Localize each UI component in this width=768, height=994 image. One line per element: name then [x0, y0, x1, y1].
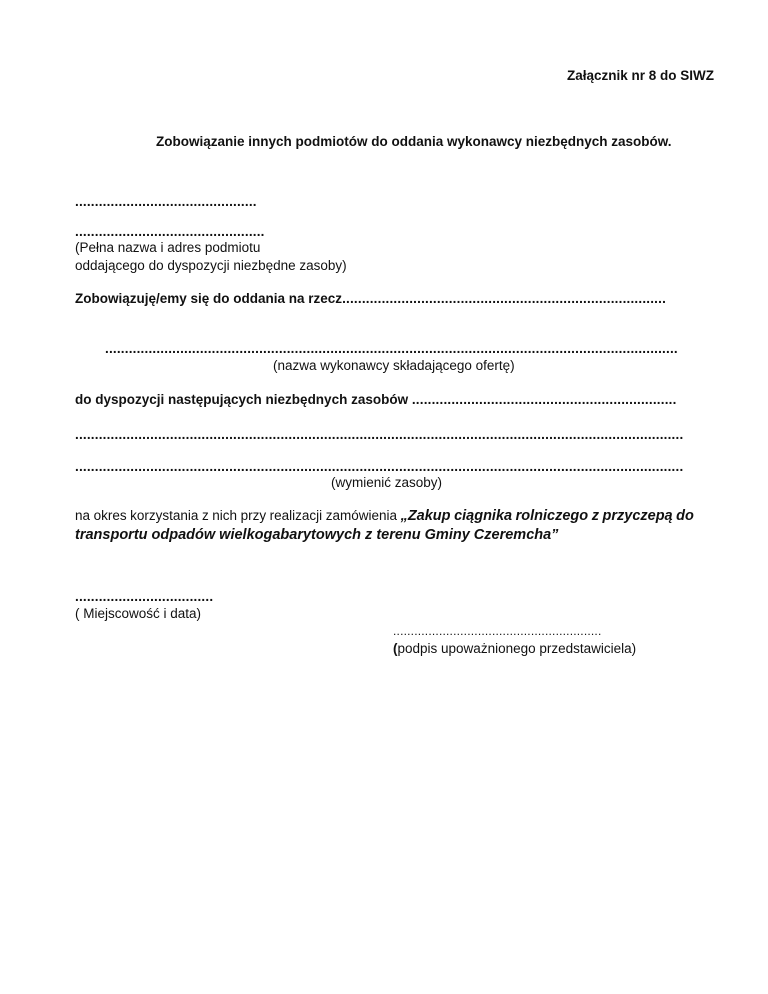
signature-caption: [393, 642, 636, 656]
entity-dots-line-2: ................................................: [75, 224, 265, 239]
period-word: zamówienia: [325, 508, 398, 523]
order-title-word: do: [676, 508, 694, 524]
signature-caption-text: podpis upoważnionego przedstawiciela): [397, 641, 637, 656]
document-title: Zobowiązanie innych podmiotów do oddania wykonawcy niezbędnych zasobów.: [156, 134, 672, 149]
commitment-dots: ..................................................................................: [342, 291, 667, 306]
order-title-word: rolniczego: [515, 508, 589, 524]
period-word: realizacji: [269, 508, 323, 523]
contractor-dots: .................................................................................................................................................: [105, 341, 678, 356]
resources-caption: (wymienić zasoby): [331, 475, 443, 490]
entity-caption-line-2: oddającego do dyspozycji niezbędne zasoby): [75, 258, 347, 273]
commitment-line: [75, 292, 666, 306]
resources-text: do dyspozycji następujących niezbędnych zasobów: [75, 392, 409, 407]
resources-dots-line-2: ..........................................................................................................................................................: [75, 459, 684, 474]
resources-line: [75, 393, 677, 407]
order-title-word: przyczepą: [602, 508, 673, 524]
entity-caption-line-1: (Pełna nazwa i adres podmiotu: [75, 240, 261, 255]
place-date-dots: ...................................: [75, 589, 214, 604]
signature-dots: ...........................................................: [393, 624, 602, 638]
resources-dots-inline: ...................................................................: [411, 392, 677, 407]
place-date-caption: ( Miejscowość i data): [75, 606, 202, 621]
order-title-line-2: transportu odpadów wielkogabarytowych z terenu Gminy Czeremcha”: [75, 527, 559, 543]
contractor-caption: (nazwa wykonawcy składającego ofertę): [273, 358, 515, 373]
resources-dots-line-1: ..........................................................................................................................................................: [75, 427, 684, 442]
period-word: okres: [93, 508, 127, 523]
order-title-word: ciągnika: [454, 508, 513, 524]
entity-dots-line-1: ..............................................: [75, 194, 257, 209]
period-word: korzystania: [130, 508, 199, 523]
attachment-label: Załącznik nr 8 do SIWZ: [567, 68, 715, 83]
period-word: nich: [212, 508, 238, 523]
period-word: przy: [240, 508, 267, 523]
period-word: na: [75, 508, 91, 523]
period-word: z: [201, 508, 209, 523]
signature-caption-paren: (: [393, 641, 398, 656]
order-title-word: z: [591, 508, 599, 524]
commitment-text: Zobowiązuję/emy się do oddania na rzecz: [75, 291, 343, 306]
period-line-1: [75, 509, 694, 524]
order-title-word: „Zakup: [400, 508, 451, 524]
